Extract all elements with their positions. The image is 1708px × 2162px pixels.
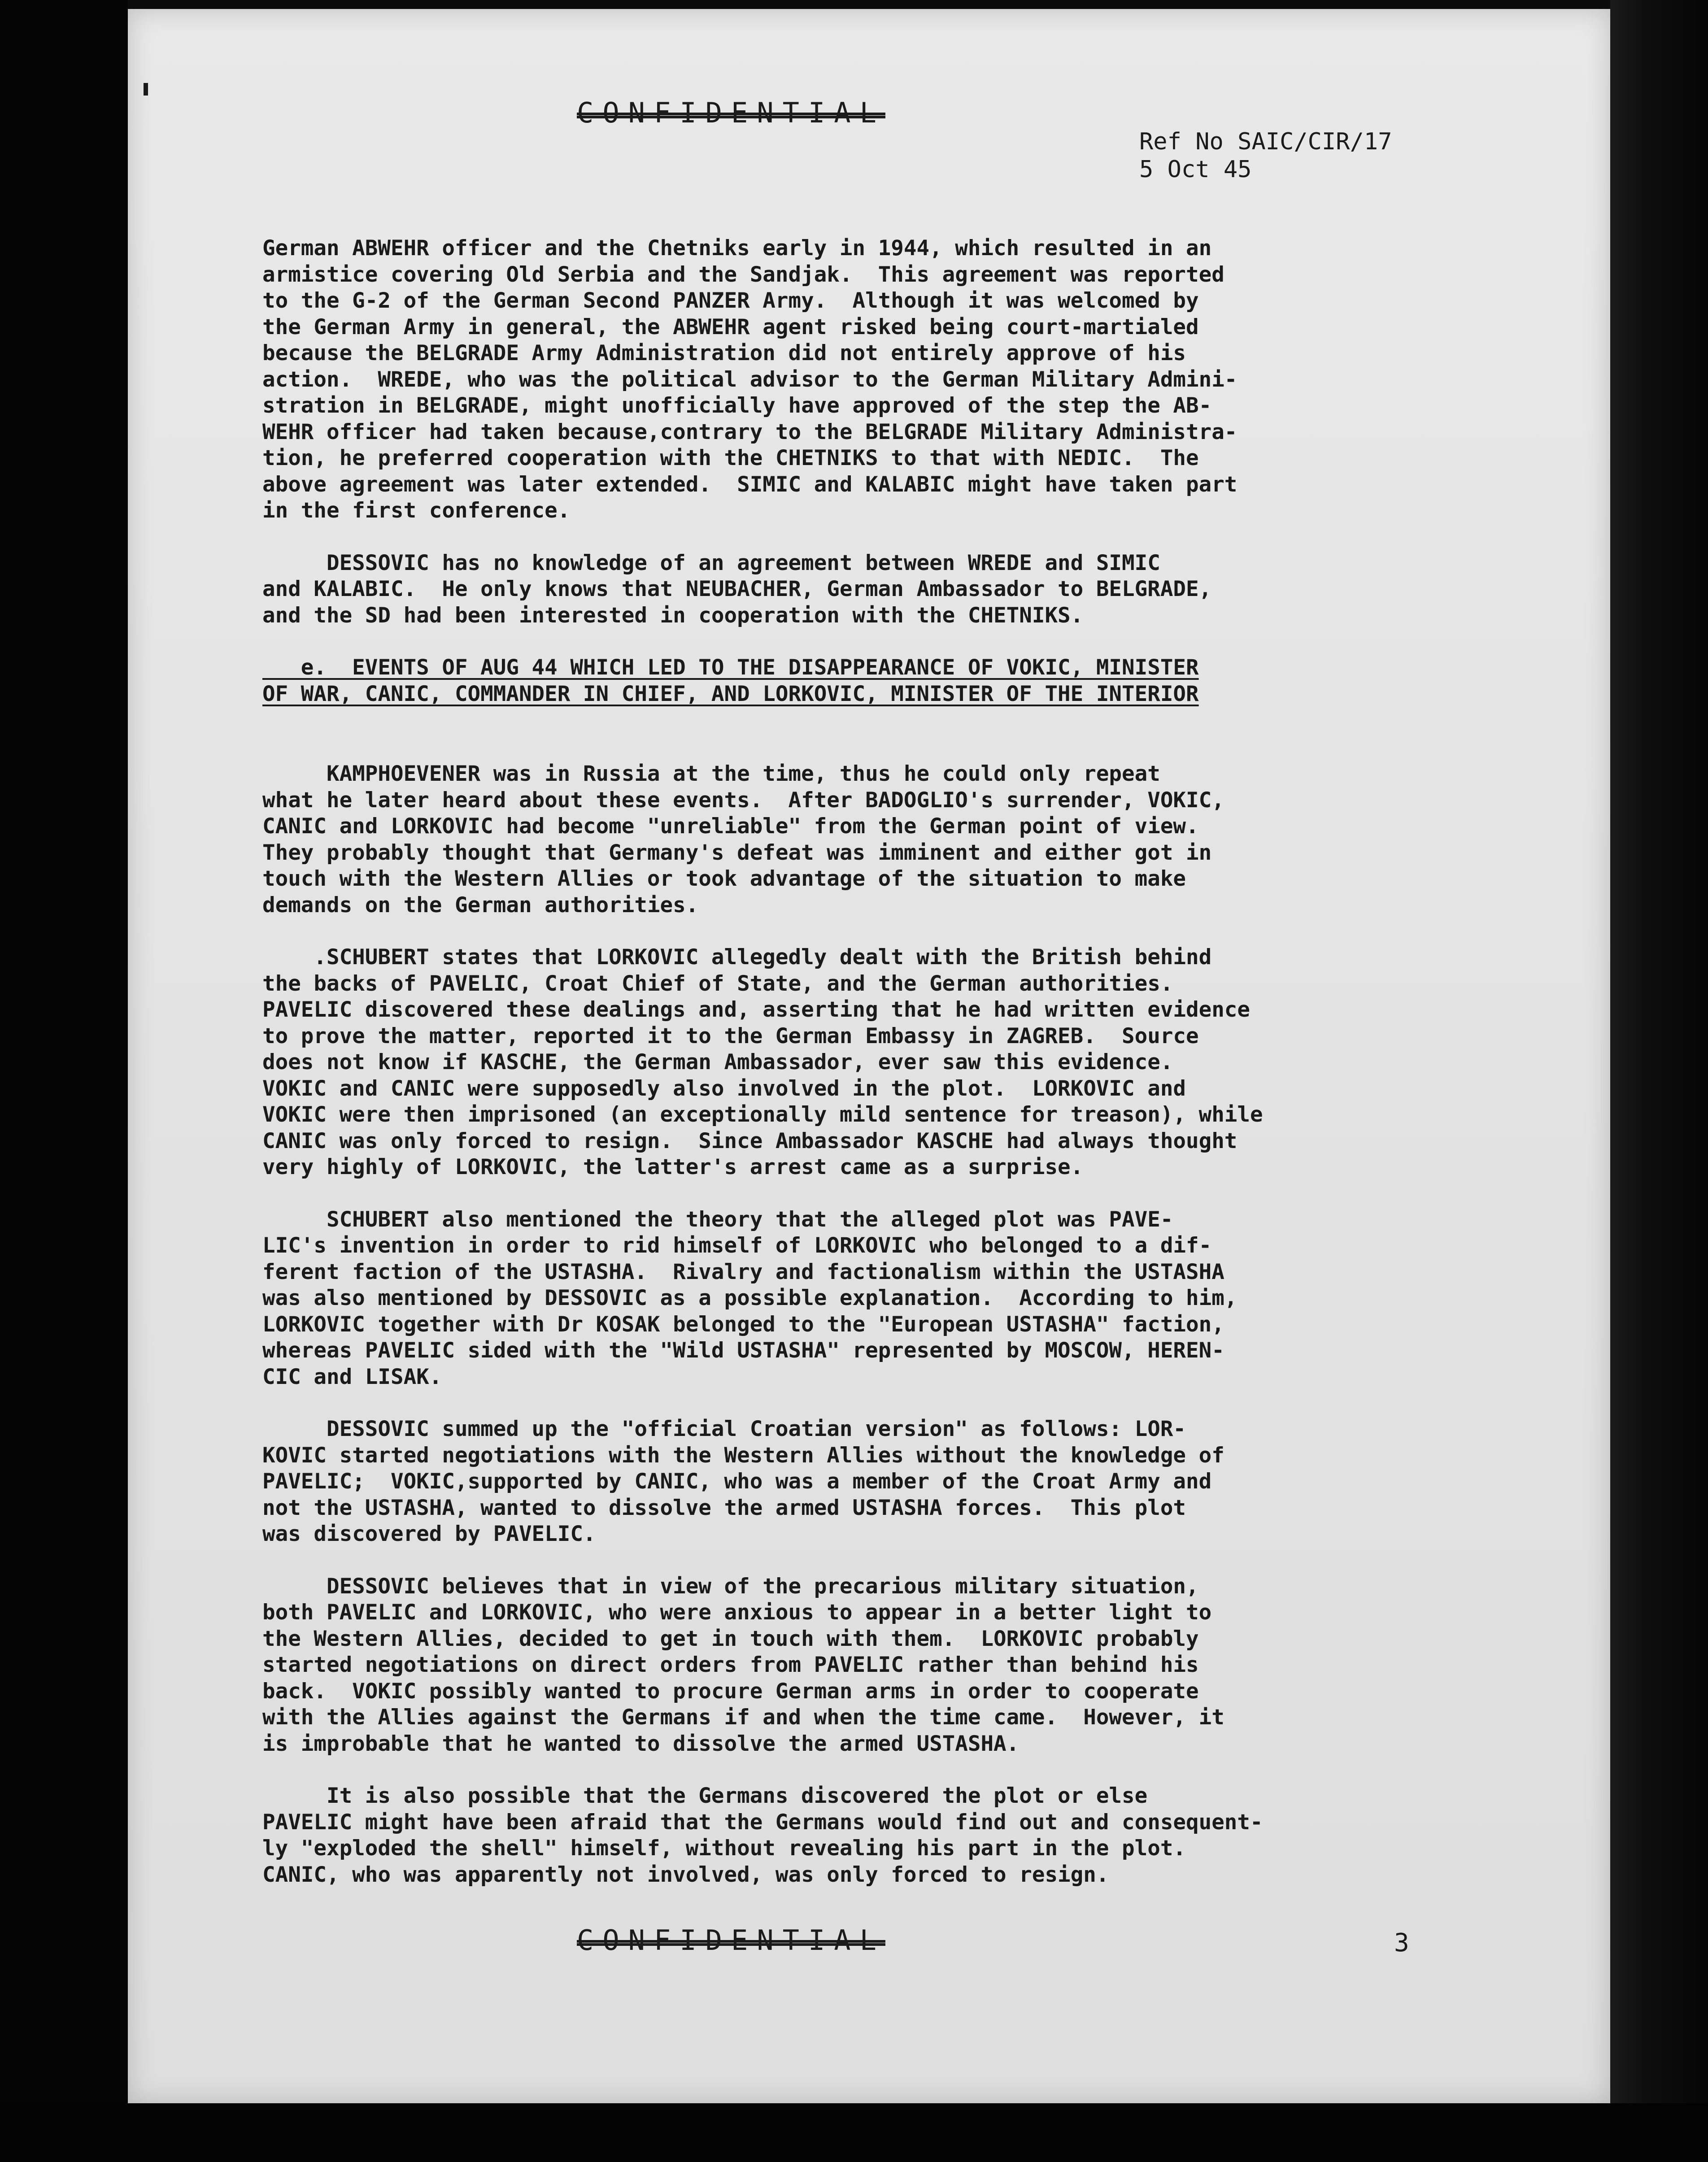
text-line: back. VOKIC possibly wanted to procure German arms in order to cooperate xyxy=(262,1679,1199,1704)
text-line: whereas PAVELIC sided with the "Wild USTASHA" represented by MOSCOW, HEREN- xyxy=(262,1338,1224,1363)
text-line: VOKIC and CANIC were supposedly also involved in the plot. LORKOVIC and xyxy=(262,1076,1186,1101)
text-line: armistice covering Old Serbia and the Sandjak. This agreement was reported xyxy=(262,262,1224,287)
paragraph xyxy=(262,1574,1447,1757)
text-line: is improbable that he wanted to dissolve the armed USTASHA. xyxy=(262,1731,1020,1756)
paragraph xyxy=(262,1783,1447,1888)
paragraph xyxy=(262,1207,1447,1391)
text-line: e. EVENTS OF AUG 44 WHICH LED TO THE DISAPPEARANCE OF VOKIC, MINISTER xyxy=(262,655,1199,680)
film-border-bottom xyxy=(0,2103,1708,2162)
text-line: the Western Allies, decided to get in touch with them. LORKOVIC probably xyxy=(262,1626,1199,1651)
text-line: action. WREDE, who was the political advisor to the German Military Admini- xyxy=(262,367,1237,392)
page-number: 3 xyxy=(1394,1928,1409,1958)
text-line: to the G-2 of the German Second PANZER Army. Although it was welcomed by xyxy=(262,288,1199,313)
text-line: It is also possible that the Germans discovered the plot or else xyxy=(262,1784,1148,1808)
text-line: PAVELIC might have been afraid that the Germans would find out and consequent- xyxy=(262,1810,1263,1835)
text-line: not the USTASHA, wanted to dissolve the armed USTASHA forces. This plot xyxy=(262,1495,1186,1520)
text-line: to prove the matter, reported it to the German Embassy in ZAGREB. Source xyxy=(262,1023,1199,1048)
text-line: very highly of LORKOVIC, the latter's arrest came as a surprise. xyxy=(262,1155,1084,1179)
text-line: was discovered by PAVELIC. xyxy=(262,1522,596,1546)
classification-footer: CONFIDENTIAL xyxy=(577,1924,885,1957)
text-line: above agreement was later extended. SIMIC and KALABIC might have taken part xyxy=(262,472,1237,497)
text-line: German ABWEHR officer and the Chetniks early in 1944, which resulted in an xyxy=(262,236,1212,261)
text-line: CANIC and LORKOVIC had become "unreliable" from the German point of view. xyxy=(262,814,1199,839)
paragraph xyxy=(262,1416,1447,1548)
text-line: DESSOVIC believes that in view of the precarious military situation, xyxy=(262,1574,1199,1599)
section-heading xyxy=(262,655,1447,707)
text-line: CANIC, who was apparently not involved, was only forced to resign. xyxy=(262,1862,1109,1887)
paragraph xyxy=(262,944,1447,1181)
text-line: demands on the German authorities. xyxy=(262,892,699,918)
text-line: was also mentioned by DESSOVIC as a possible explanation. According to him, xyxy=(262,1286,1237,1310)
text-line: DESSOVIC summed up the "official Croatian version" as follows: LOR- xyxy=(262,1417,1186,1441)
text-line: stration in BELGRADE, might unofficially have approved of the step the AB- xyxy=(262,393,1212,418)
text-line: tion, he preferred cooperation with the CHETNIKS to that with NEDIC. The xyxy=(262,446,1199,470)
text-line: VOKIC were then imprisoned (an exceptionally mild sentence for treason), while xyxy=(262,1102,1263,1127)
paragraph xyxy=(262,550,1447,629)
text-line: touch with the Western Allies or took advantage of the situation to make xyxy=(262,866,1186,891)
text-line: with the Allies against the Germans if and when the time came. However, it xyxy=(262,1705,1224,1730)
text-line: both PAVELIC and LORKOVIC, who were anxious to appear in a better light to xyxy=(262,1600,1212,1625)
text-line: .SCHUBERT states that LORKOVIC allegedly dealt with the British behind xyxy=(262,945,1212,970)
text-line: LIC's invention in order to rid himself of LORKOVIC who belonged to a dif- xyxy=(262,1233,1212,1258)
text-line: WEHR officer had taken because,contrary to the BELGRADE Military Administra- xyxy=(262,419,1237,444)
page-mark xyxy=(144,83,148,96)
text-line: PAVELIC discovered these dealings and, asserting that he had written evidence xyxy=(262,997,1250,1022)
document-date: 5 Oct 45 xyxy=(1139,156,1252,183)
text-line: does not know if KASCHE, the German Ambassador, ever saw this evidence. xyxy=(262,1050,1173,1074)
text-line: in the first conference. xyxy=(262,498,571,523)
reference-block xyxy=(1139,128,1392,183)
text-line: KOVIC started negotiations with the Western Allies without the knowledge of xyxy=(262,1443,1224,1468)
text-line: CANIC was only forced to resign. Since Ambassador KASCHE had always thought xyxy=(262,1128,1237,1153)
text-line: LORKOVIC together with Dr KOSAK belonged to the "European USTASHA" faction, xyxy=(262,1312,1224,1337)
text-line: and the SD had been interested in cooperation with the CHETNIKS. xyxy=(262,603,1084,628)
text-line: OF WAR, CANIC, COMMANDER IN CHIEF, AND LORKOVIC, MINISTER OF THE INTERIOR xyxy=(262,681,1199,706)
text-line: the German Army in general, the ABWEHR agent risked being court-martialed xyxy=(262,314,1199,339)
film-border-left xyxy=(0,0,128,2162)
text-line: SCHUBERT also mentioned the theory that the alleged plot was PAVE- xyxy=(262,1207,1173,1232)
paragraph xyxy=(262,761,1447,918)
text-line: what he later heard about these events. After BADOGLIO's surrender, VOKIC, xyxy=(262,787,1224,813)
classification-header: CONFIDENTIAL xyxy=(577,96,885,129)
text-line: and KALABIC. He only knows that NEUBACHER, German Ambassador to BELGRADE, xyxy=(262,577,1212,601)
text-line: ly "exploded the shell" himself, without revealing his part in the plot. xyxy=(262,1836,1186,1861)
text-line: KAMPHOEVENER was in Russia at the time, thus he could only repeat xyxy=(262,761,1160,786)
film-border-right xyxy=(1610,0,1708,2162)
paragraph xyxy=(262,235,1447,524)
text-line: They probably thought that Germany's defeat was imminent and either got in xyxy=(262,840,1212,865)
text-line: the backs of PAVELIC, Croat Chief of State, and the German authorities. xyxy=(262,971,1173,996)
reference-number: Ref No SAIC/CIR/17 xyxy=(1139,128,1392,155)
text-line: DESSOVIC has no knowledge of an agreement between WREDE and SIMIC xyxy=(262,550,1160,575)
text-line: started negotiations on direct orders from PAVELIC rather than behind his xyxy=(262,1653,1199,1677)
document-body xyxy=(262,235,1447,1914)
text-line: PAVELIC; VOKIC,supported by CANIC, who was a member of the Croat Army and xyxy=(262,1469,1212,1494)
text-line: ferent faction of the USTASHA. Rivalry and factionalism within the USTASHA xyxy=(262,1259,1224,1284)
text-line: CIC and LISAK. xyxy=(262,1364,442,1389)
text-line: because the BELGRADE Army Administration did not entirely approve of his xyxy=(262,341,1186,365)
